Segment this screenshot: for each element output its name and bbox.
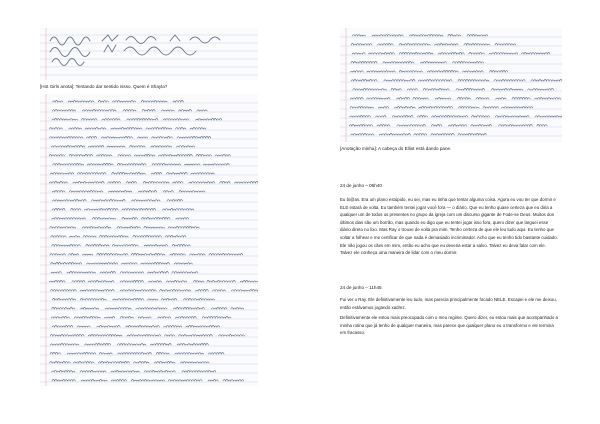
notebook-scan-main xyxy=(40,94,258,386)
right-page xyxy=(300,0,600,424)
left-caption: [Hot Girls anota]: Tentando dar sentido nisso. Quem é Shayla? xyxy=(40,84,168,89)
notebook-scan-right xyxy=(340,28,562,142)
diary-entry-1-text: Eu bi@as. Era um plano estúpido, eu sei, mas eu tinha que tentar alguma coisa. Agora eu vou ter que dormir e ELE estará de volta. Eu também tentei jogar você fora — o diário. Que eu tenho quase certeza que eu diria a qualquer um de todos os presentes no grupo da igreja com um discurso gigante de Fode-se Deus. Muitos dos últimos dias são um borrão, mas quando eu digo que eu tentei jogar isso fora, quero dizer que larguei esse diário direto no lixo. Mas Ray o trouxe de volta pra mim. Tenho certeza de que ele leu tudo aqui. Eu tenho que voltar a folhear e me certificar de que nada é demasiado incriminador. Acho que eu tenho tido bastante cuidado. Ele não jogou os cães em mim, então eu acho que eu deveria estar a salvo. Talvez eu deva falar com ele. Talvez ele conheça uma maneira de lidar com o meu dormir. xyxy=(340,197,558,256)
right-caption: [Anotação minha]: A cabeça do Elliot está dando pane. xyxy=(340,146,452,151)
diary-entry-1-date: 24 de junho – 06h40 xyxy=(340,183,382,188)
notebook-scan-top xyxy=(40,28,258,80)
diary-entry-2-date: 24 de junho – 11h45 xyxy=(340,285,382,290)
diary-entry-2-text-1: Fui ver o Ray. Ele definitivamente leu tudo, mas parecia principalmente focado NELE. Escapei e ele me deixou, então estávamos jogando xadrez. xyxy=(340,297,557,310)
diary-entry-2-text-2: Definitivamente ele estou mais preocupado com o meu regime. Quero dizer, eu estou mais que acompanhado a minha rotina que já tenho de qualquer maneira, mas parece que qualquer plano eu o transformo e ele termina em fracasso. xyxy=(340,315,558,336)
